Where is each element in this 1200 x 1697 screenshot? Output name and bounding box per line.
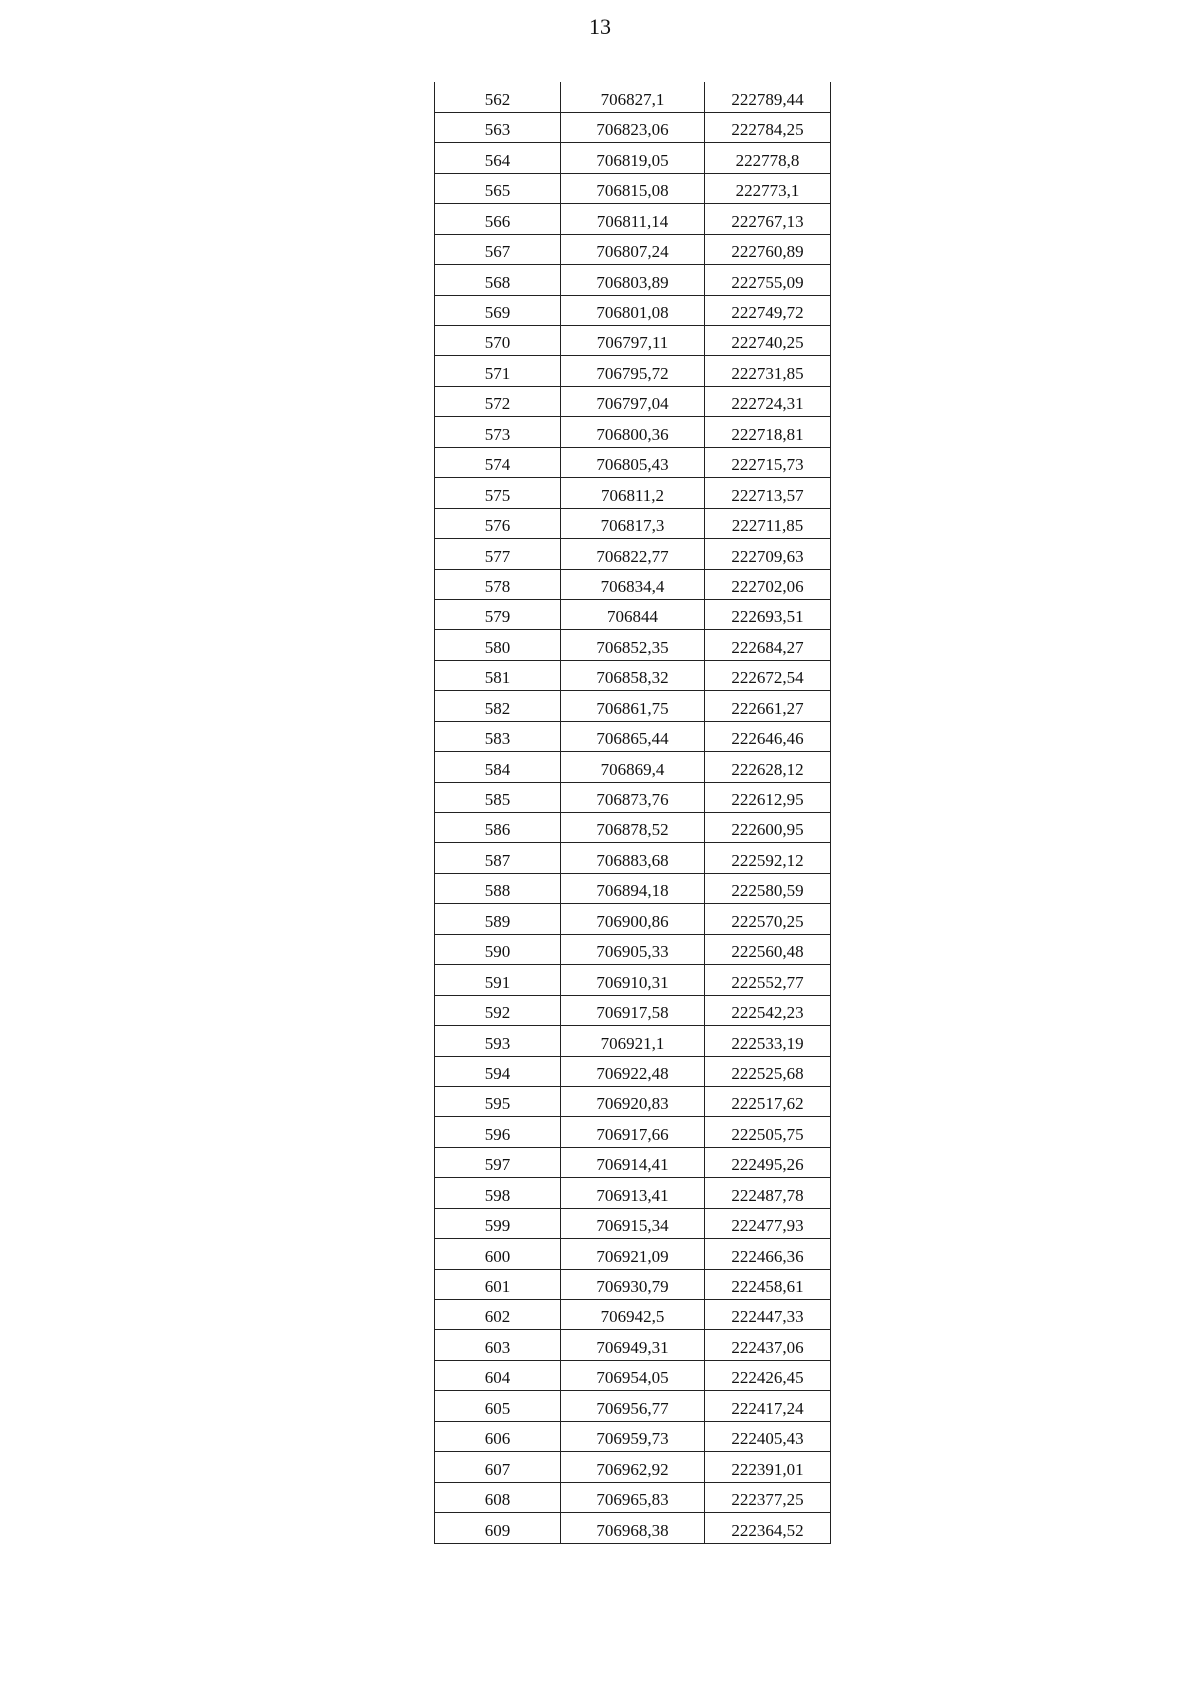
table-row: [435, 1239, 831, 1269]
x-coordinate-cell: 706910,31: [561, 965, 705, 995]
table-row: [435, 752, 831, 782]
point-number-cell: 586: [435, 813, 561, 843]
point-number-cell: 571: [435, 356, 561, 386]
table-row: [435, 873, 831, 903]
x-coordinate-cell: 706873,76: [561, 782, 705, 812]
table-row: [435, 539, 831, 569]
table-row: [435, 721, 831, 751]
y-coordinate-cell: 222426,45: [705, 1360, 831, 1390]
y-coordinate-cell: 222646,46: [705, 721, 831, 751]
point-number-cell: 570: [435, 326, 561, 356]
table-row: [435, 660, 831, 690]
page-number: 13: [589, 14, 611, 39]
y-coordinate-cell: 222477,93: [705, 1208, 831, 1238]
y-coordinate-cell: 222773,1: [705, 173, 831, 203]
x-coordinate-cell: 706861,75: [561, 691, 705, 721]
point-number-cell: 578: [435, 569, 561, 599]
y-coordinate-cell: 222711,85: [705, 508, 831, 538]
point-number-cell: 576: [435, 508, 561, 538]
x-coordinate-cell: 706823,06: [561, 112, 705, 142]
table-row: [435, 1208, 831, 1238]
x-coordinate-cell: 706921,09: [561, 1239, 705, 1269]
y-coordinate-cell: 222447,33: [705, 1300, 831, 1330]
y-coordinate-cell: 222693,51: [705, 599, 831, 629]
table-row: [435, 417, 831, 447]
y-coordinate-cell: 222570,25: [705, 904, 831, 934]
point-number-cell: 591: [435, 965, 561, 995]
point-number-cell: 577: [435, 539, 561, 569]
y-coordinate-cell: 222377,25: [705, 1482, 831, 1512]
point-number-cell: 565: [435, 173, 561, 203]
table-row: [435, 356, 831, 386]
y-coordinate-cell: 222740,25: [705, 326, 831, 356]
point-number-cell: 588: [435, 873, 561, 903]
y-coordinate-cell: 222628,12: [705, 752, 831, 782]
table-row: [435, 1452, 831, 1482]
table-row: [435, 386, 831, 416]
point-number-cell: 595: [435, 1086, 561, 1116]
x-coordinate-cell: 706949,31: [561, 1330, 705, 1360]
table-row: [435, 1391, 831, 1421]
x-coordinate-cell: 706815,08: [561, 173, 705, 203]
y-coordinate-cell: 222661,27: [705, 691, 831, 721]
x-coordinate-cell: 706844: [561, 599, 705, 629]
y-coordinate-cell: 222391,01: [705, 1452, 831, 1482]
x-coordinate-cell: 706801,08: [561, 295, 705, 325]
x-coordinate-cell: 706968,38: [561, 1513, 705, 1543]
point-number-cell: 582: [435, 691, 561, 721]
y-coordinate-cell: 222505,75: [705, 1117, 831, 1147]
table-row: [435, 813, 831, 843]
table-row: [435, 326, 831, 356]
y-coordinate-cell: 222724,31: [705, 386, 831, 416]
y-coordinate-cell: 222789,44: [705, 82, 831, 112]
point-number-cell: 566: [435, 204, 561, 234]
y-coordinate-cell: 222542,23: [705, 995, 831, 1025]
table-row: [435, 1300, 831, 1330]
point-number-cell: 596: [435, 1117, 561, 1147]
y-coordinate-cell: 222612,95: [705, 782, 831, 812]
point-number-cell: 573: [435, 417, 561, 447]
y-coordinate-cell: 222718,81: [705, 417, 831, 447]
table-row: [435, 843, 831, 873]
x-coordinate-cell: 706819,05: [561, 143, 705, 173]
point-number-cell: 590: [435, 934, 561, 964]
y-coordinate-cell: 222755,09: [705, 265, 831, 295]
table-row: [435, 1513, 831, 1543]
table-row: [435, 1026, 831, 1056]
y-coordinate-cell: 222466,36: [705, 1239, 831, 1269]
y-coordinate-cell: 222702,06: [705, 569, 831, 599]
y-coordinate-cell: 222715,73: [705, 447, 831, 477]
y-coordinate-cell: 222767,13: [705, 204, 831, 234]
x-coordinate-cell: 706954,05: [561, 1360, 705, 1390]
y-coordinate-cell: 222417,24: [705, 1391, 831, 1421]
y-coordinate-cell: 222517,62: [705, 1086, 831, 1116]
coordinates-table-body: [435, 82, 831, 1543]
y-coordinate-cell: 222749,72: [705, 295, 831, 325]
point-number-cell: 600: [435, 1239, 561, 1269]
x-coordinate-cell: 706822,77: [561, 539, 705, 569]
x-coordinate-cell: 706921,1: [561, 1026, 705, 1056]
x-coordinate-cell: 706797,04: [561, 386, 705, 416]
table-row: [435, 508, 831, 538]
table-row: [435, 1330, 831, 1360]
y-coordinate-cell: 222495,26: [705, 1147, 831, 1177]
y-coordinate-cell: 222525,68: [705, 1056, 831, 1086]
x-coordinate-cell: 706965,83: [561, 1482, 705, 1512]
x-coordinate-cell: 706811,14: [561, 204, 705, 234]
y-coordinate-cell: 222592,12: [705, 843, 831, 873]
table-row: [435, 904, 831, 934]
table-row: [435, 1269, 831, 1299]
x-coordinate-cell: 706915,34: [561, 1208, 705, 1238]
x-coordinate-cell: 706913,41: [561, 1178, 705, 1208]
point-number-cell: 583: [435, 721, 561, 751]
table-row: [435, 1147, 831, 1177]
point-number-cell: 598: [435, 1178, 561, 1208]
x-coordinate-cell: 706865,44: [561, 721, 705, 751]
x-coordinate-cell: 706803,89: [561, 265, 705, 295]
point-number-cell: 606: [435, 1421, 561, 1451]
point-number-cell: 589: [435, 904, 561, 934]
x-coordinate-cell: 706914,41: [561, 1147, 705, 1177]
table-row: [435, 112, 831, 142]
y-coordinate-cell: 222533,19: [705, 1026, 831, 1056]
x-coordinate-cell: 706811,2: [561, 478, 705, 508]
point-number-cell: 567: [435, 234, 561, 264]
x-coordinate-cell: 706834,4: [561, 569, 705, 599]
x-coordinate-cell: 706930,79: [561, 1269, 705, 1299]
table-row: [435, 569, 831, 599]
point-number-cell: 581: [435, 660, 561, 690]
table-row: [435, 82, 831, 112]
table-row: [435, 995, 831, 1025]
x-coordinate-cell: 706852,35: [561, 630, 705, 660]
y-coordinate-cell: 222437,06: [705, 1330, 831, 1360]
y-coordinate-cell: 222580,59: [705, 873, 831, 903]
x-coordinate-cell: 706920,83: [561, 1086, 705, 1116]
point-number-cell: 604: [435, 1360, 561, 1390]
point-number-cell: 587: [435, 843, 561, 873]
point-number-cell: 601: [435, 1269, 561, 1299]
table-row: [435, 1117, 831, 1147]
y-coordinate-cell: 222487,78: [705, 1178, 831, 1208]
x-coordinate-cell: 706956,77: [561, 1391, 705, 1421]
x-coordinate-cell: 706922,48: [561, 1056, 705, 1086]
x-coordinate-cell: 706959,73: [561, 1421, 705, 1451]
table-row: [435, 1482, 831, 1512]
table-row: [435, 143, 831, 173]
x-coordinate-cell: 706894,18: [561, 873, 705, 903]
point-number-cell: 585: [435, 782, 561, 812]
point-number-cell: 564: [435, 143, 561, 173]
y-coordinate-cell: 222405,43: [705, 1421, 831, 1451]
x-coordinate-cell: 706805,43: [561, 447, 705, 477]
point-number-cell: 607: [435, 1452, 561, 1482]
table-row: [435, 630, 831, 660]
point-number-cell: 603: [435, 1330, 561, 1360]
y-coordinate-cell: 222560,48: [705, 934, 831, 964]
x-coordinate-cell: 706795,72: [561, 356, 705, 386]
table-row: [435, 1421, 831, 1451]
x-coordinate-cell: 706942,5: [561, 1300, 705, 1330]
point-number-cell: 569: [435, 295, 561, 325]
point-number-cell: 568: [435, 265, 561, 295]
x-coordinate-cell: 706917,58: [561, 995, 705, 1025]
y-coordinate-cell: 222552,77: [705, 965, 831, 995]
point-number-cell: 605: [435, 1391, 561, 1421]
x-coordinate-cell: 706962,92: [561, 1452, 705, 1482]
table-row: [435, 1056, 831, 1086]
y-coordinate-cell: 222600,95: [705, 813, 831, 843]
point-number-cell: 609: [435, 1513, 561, 1543]
table-row: [435, 478, 831, 508]
y-coordinate-cell: 222364,52: [705, 1513, 831, 1543]
point-number-cell: 562: [435, 82, 561, 112]
point-number-cell: 593: [435, 1026, 561, 1056]
point-number-cell: 602: [435, 1300, 561, 1330]
point-number-cell: 597: [435, 1147, 561, 1177]
table-row: [435, 447, 831, 477]
table-row: [435, 599, 831, 629]
x-coordinate-cell: 706883,68: [561, 843, 705, 873]
y-coordinate-cell: 222760,89: [705, 234, 831, 264]
table-row: [435, 265, 831, 295]
table-row: [435, 295, 831, 325]
point-number-cell: 592: [435, 995, 561, 1025]
x-coordinate-cell: 706917,66: [561, 1117, 705, 1147]
table-row: [435, 1360, 831, 1390]
point-number-cell: 584: [435, 752, 561, 782]
table-row: [435, 204, 831, 234]
table-row: [435, 173, 831, 203]
table-row: [435, 1086, 831, 1116]
y-coordinate-cell: 222672,54: [705, 660, 831, 690]
point-number-cell: 575: [435, 478, 561, 508]
point-number-cell: 572: [435, 386, 561, 416]
coordinates-table: [434, 82, 831, 1544]
table-row: [435, 691, 831, 721]
y-coordinate-cell: 222731,85: [705, 356, 831, 386]
y-coordinate-cell: 222458,61: [705, 1269, 831, 1299]
x-coordinate-cell: 706878,52: [561, 813, 705, 843]
x-coordinate-cell: 706807,24: [561, 234, 705, 264]
point-number-cell: 563: [435, 112, 561, 142]
x-coordinate-cell: 706817,3: [561, 508, 705, 538]
point-number-cell: 608: [435, 1482, 561, 1512]
point-number-cell: 599: [435, 1208, 561, 1238]
table-row: [435, 934, 831, 964]
y-coordinate-cell: 222684,27: [705, 630, 831, 660]
x-coordinate-cell: 706869,4: [561, 752, 705, 782]
y-coordinate-cell: 222784,25: [705, 112, 831, 142]
y-coordinate-cell: 222778,8: [705, 143, 831, 173]
table-row: [435, 234, 831, 264]
x-coordinate-cell: 706797,11: [561, 326, 705, 356]
y-coordinate-cell: 222709,63: [705, 539, 831, 569]
table-row: [435, 1178, 831, 1208]
x-coordinate-cell: 706827,1: [561, 82, 705, 112]
x-coordinate-cell: 706905,33: [561, 934, 705, 964]
x-coordinate-cell: 706800,36: [561, 417, 705, 447]
x-coordinate-cell: 706900,86: [561, 904, 705, 934]
table-row: [435, 965, 831, 995]
y-coordinate-cell: 222713,57: [705, 478, 831, 508]
point-number-cell: 594: [435, 1056, 561, 1086]
point-number-cell: 580: [435, 630, 561, 660]
point-number-cell: 574: [435, 447, 561, 477]
x-coordinate-cell: 706858,32: [561, 660, 705, 690]
table-row: [435, 782, 831, 812]
point-number-cell: 579: [435, 599, 561, 629]
